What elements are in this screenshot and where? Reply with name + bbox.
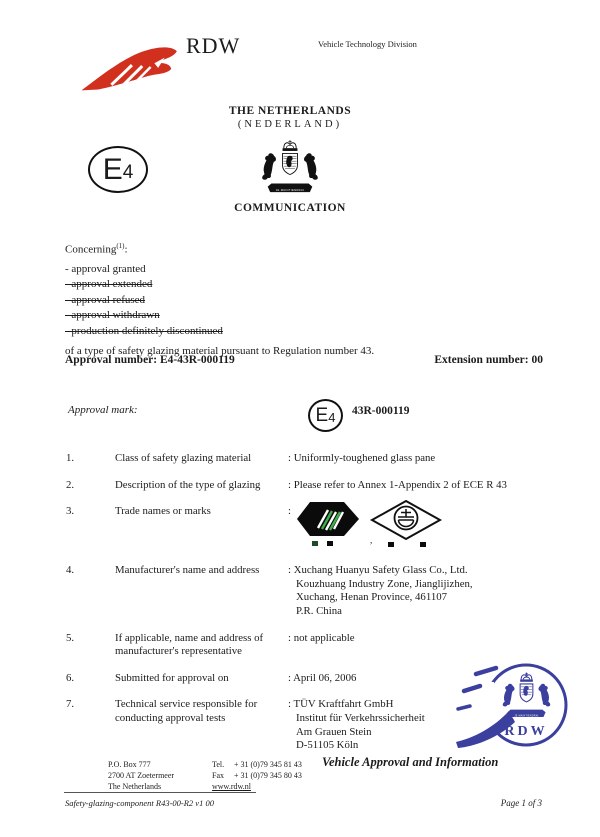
fax-number: + 31 (0)79 345 80 43 xyxy=(234,771,302,780)
footer-divider xyxy=(64,792,256,793)
e4-number: 4 xyxy=(122,162,134,183)
item-value: D-51105 Köln xyxy=(296,739,359,752)
option-approval-withdrawn: - approval withdrawn xyxy=(65,309,160,322)
option-production-discontinued: - production definitely discontinued xyxy=(65,324,223,337)
stamp-brand-text: RDW xyxy=(504,724,548,739)
concerning-heading: Concerning$^{(1)}$: xyxy=(65,242,128,256)
item-label: conducting approval tests xyxy=(115,711,226,724)
trade-marks xyxy=(294,499,444,549)
approval-number: Approval number: E4-43R-000119 xyxy=(65,354,235,366)
item-value: : xyxy=(288,505,291,518)
item-value: Kouzhuang Industry Zone, Jianglijizhen, xyxy=(296,577,473,590)
item-row-3 xyxy=(66,505,556,551)
item-row-4 xyxy=(66,564,556,618)
trademark-caption-glyphs xyxy=(388,542,394,547)
footnote-ref: (1) xyxy=(116,242,125,250)
item-label: Class of safety glazing material xyxy=(115,452,252,464)
approval-number-row xyxy=(65,354,543,366)
footer-address: P.O. Box 777 2700 AT Zoetermeer The Netherlands xyxy=(108,760,175,791)
item-label: Trade names or marks xyxy=(115,505,211,518)
item-value: Am Grauen Stein xyxy=(296,725,372,738)
approval-mark-label: Approval mark: xyxy=(68,404,138,416)
item-number: 7. xyxy=(66,698,75,711)
item-label: manufacturer's representative xyxy=(115,645,242,658)
item-value: Institut für Verkehrssicherheit xyxy=(296,711,425,724)
concerning-section xyxy=(65,242,545,359)
item-value: P.R. China xyxy=(296,604,342,617)
item-number: 2. xyxy=(66,478,75,491)
item-label: Description of the type of glazing xyxy=(115,478,261,491)
item-row-2 xyxy=(66,479,556,493)
division-title: Vehicle Technology Division xyxy=(318,39,417,49)
netherlands-coat-of-arms-icon xyxy=(259,139,321,197)
phone-number: + 31 (0)79 345 81 43 xyxy=(234,760,302,769)
item-row-1 xyxy=(66,452,556,466)
item-number: 1. xyxy=(66,452,75,464)
e4-letter: E xyxy=(102,152,123,186)
item-value: : Uniformly-toughened glass pane xyxy=(288,452,436,464)
e4-approval-mark: E 4 xyxy=(308,399,343,432)
trademark-caption-glyphs xyxy=(312,541,318,546)
option-approval-extended: - approval extended xyxy=(65,278,153,291)
country-native-title: (NEDERLAND) xyxy=(237,119,343,130)
item-value: : not applicable xyxy=(288,631,355,644)
motto-banner-text: JE MAINTIENDRAI xyxy=(275,189,305,193)
rdw-approval-stamp xyxy=(452,650,580,762)
document-id: Safety-glazing-component R43-00-R2 v1 00 xyxy=(65,798,214,808)
item-label: Manufacturer's name and address xyxy=(115,564,260,577)
diamond-trademark-icon xyxy=(368,499,444,549)
item-value: : Xuchang Huanyu Safety Glass Co., Ltd. xyxy=(288,564,468,577)
item-label: If applicable, name and address of xyxy=(115,631,264,644)
concerning-options xyxy=(65,262,545,340)
item-number: 6. xyxy=(66,671,75,684)
item-value: : April 06, 2006 xyxy=(288,671,357,684)
footer-division-motto: Vehicle Approval and Information xyxy=(322,755,499,769)
item-number: 3. xyxy=(66,505,75,518)
item-value: : Please refer to Annex 1-Appendix 2 of ECE R 43 xyxy=(288,478,507,491)
footer-contact: Tel. + 31 (0)79 345 81 43 Fax + 31 (0)79 345 80 43 www.rdw.nl xyxy=(212,760,302,791)
pursuant-statement: of a type of safety glazing material pursuant to Regulation number 43. xyxy=(65,345,375,358)
approval-mark-row xyxy=(65,396,543,436)
page-number: Page 1 of 3 xyxy=(500,798,542,808)
svg-text:,: , xyxy=(370,535,373,546)
brand-title: RDW xyxy=(186,33,241,58)
country-title: THE NETHERLANDS xyxy=(228,105,352,117)
stamp-coat-of-arms-icon xyxy=(503,673,550,718)
option-approval-granted: - approval granted xyxy=(65,262,146,275)
e4-country-mark xyxy=(88,146,148,193)
item-number: 4. xyxy=(66,564,75,577)
hexagon-trademark-icon xyxy=(294,499,364,547)
option-approval-refused: - approval refused xyxy=(65,293,146,306)
item-label: Submitted for approval on xyxy=(115,671,229,684)
svg-text:JE MAINTIENDRAI: JE MAINTIENDRAI xyxy=(514,715,539,718)
approval-mark-number: 43R-000119 xyxy=(352,405,410,417)
item-number: 5. xyxy=(66,631,75,644)
item-value: Xuchang, Henan Province, 461107 xyxy=(296,591,448,604)
document-type-title: COMMUNICATION xyxy=(234,202,346,214)
rdw-swoosh-logo-icon xyxy=(78,38,184,96)
item-value: : TÜV Kraftfahrt GmbH xyxy=(288,698,394,711)
item-label: Technical service responsible for xyxy=(115,698,258,711)
website-link: www.rdw.nl xyxy=(212,782,251,791)
extension-number: Extension number: 00 xyxy=(434,354,543,366)
